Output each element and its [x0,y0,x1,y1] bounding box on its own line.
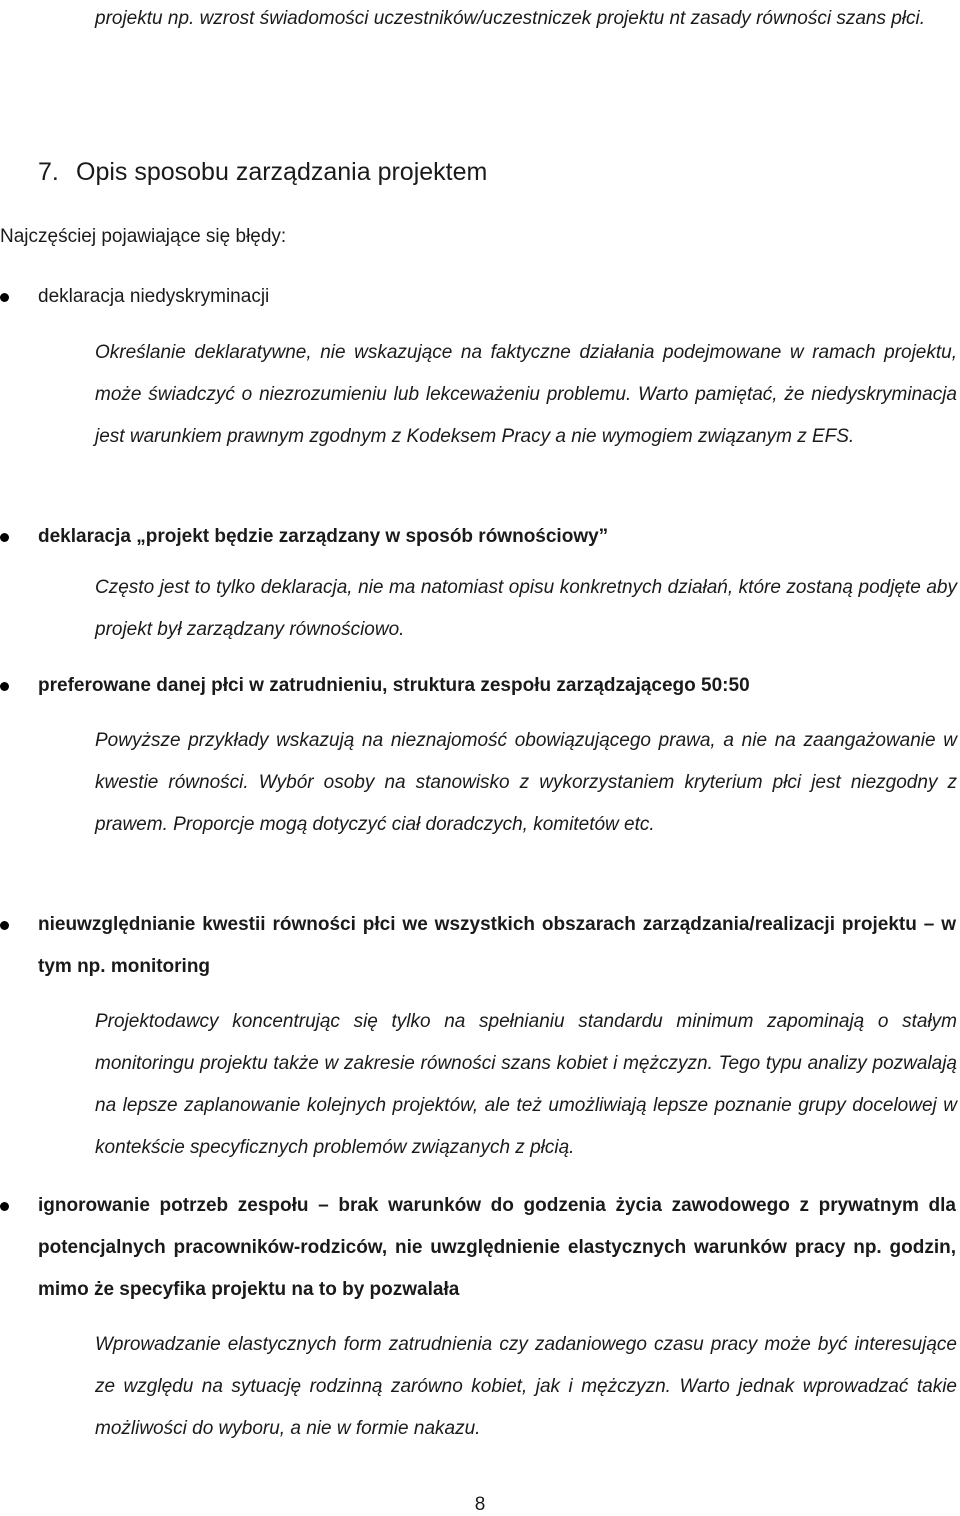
bullet-dot [0,293,9,302]
bullet-heading-text: preferowane danej płci w zatrudnieniu, struktura zespołu zarządzającego 50:50 [38,675,750,696]
bullet-heading [38,276,956,318]
bullet-heading [38,516,956,558]
section-title: Opis sposobu zarządzania projektem [76,158,488,186]
bullet-heading [38,904,956,988]
intro-text: projektu np. wzrost świadomości uczestników/uczestniczek projektu nt zasady równości szans płci. [95,8,926,29]
page-number: 8 [474,1494,486,1515]
bullet-paragraph: Wprowadzanie elastycznych form zatrudnienia czy zadaniowego czasu pracy może być interesujące ze względu na sytuację rodzinną zarówno kobiet, jak i mężczyzn. Warto jednak wprowadzać takie możliwości do wyboru, a nie w formie nakazu. [95,1334,957,1439]
bullet-heading-text: ignorowanie potrzeb zespołu – brak warunków do godzenia życia zawodowego z prywatnym dla potencjalnych pracowników-rodziców, nie uwzględnienie elastycznych warunków pracy np. godzin, mimo że specyfika projektu na to by pozwalała [38,1195,956,1300]
section-number: 7. [38,158,59,186]
section-heading [38,158,487,187]
bullet-dot [0,1202,9,1211]
bullet-dot [0,921,9,930]
lead-text: Najczęściej pojawiające się błędy: [0,226,287,247]
bullet-dot [0,533,9,542]
bullet-paragraph: Projektodawcy koncentrując się tylko na spełnianiu standardu minimum zapominają o stałym monitoringu projektu także w zakresie równości szans kobiet i mężczyzn. Tego typu analizy pozwalają na lepsze zaplanowanie kolejnych projektów, ale też umożliwiają lepsze poznanie grupy docelowej w kontekście specyficznych problemów związanych z płcią. [95,1011,957,1158]
bullet-heading-text: deklaracja niedyskryminacji [38,286,270,307]
bullet-paragraph: Często jest to tylko deklaracja, nie ma natomiast opisu konkretnych działań, które zostaną podjęte aby projekt był zarządzany równościowo. [95,577,957,640]
bullet-heading [38,1185,956,1311]
bullet-dot [0,682,9,691]
bullet-heading [38,665,956,707]
bullet-paragraph: Określanie deklaratywne, nie wskazujące na faktyczne działania podejmowane w ramach projektu, może świadczyć o niezrozumieniu lub lekceważeniu problemu. Warto pamiętać, że niedyskryminacja jest warunkiem prawnym zgodnym z Kodeksem Pracy a nie wymogiem związanym z EFS. [95,342,957,447]
bullet-paragraph: Powyższe przykłady wskazują na nieznajomość obowiązującego prawa, a nie na zaangażowanie w kwestie równości. Wybór osoby na stanowisko z wykorzystaniem kryterium płci jest niezgodny z prawem. Proporcje mogą dotyczyć ciał doradczych, komitetów etc. [95,730,957,835]
bullet-heading-text: deklaracja „projekt będzie zarządzany w sposób równościowy” [38,526,609,547]
bullet-heading-text: nieuwzględnianie kwestii równości płci we wszystkich obszarach zarządzania/realizacji projektu – w tym np. monitoring [38,914,956,977]
